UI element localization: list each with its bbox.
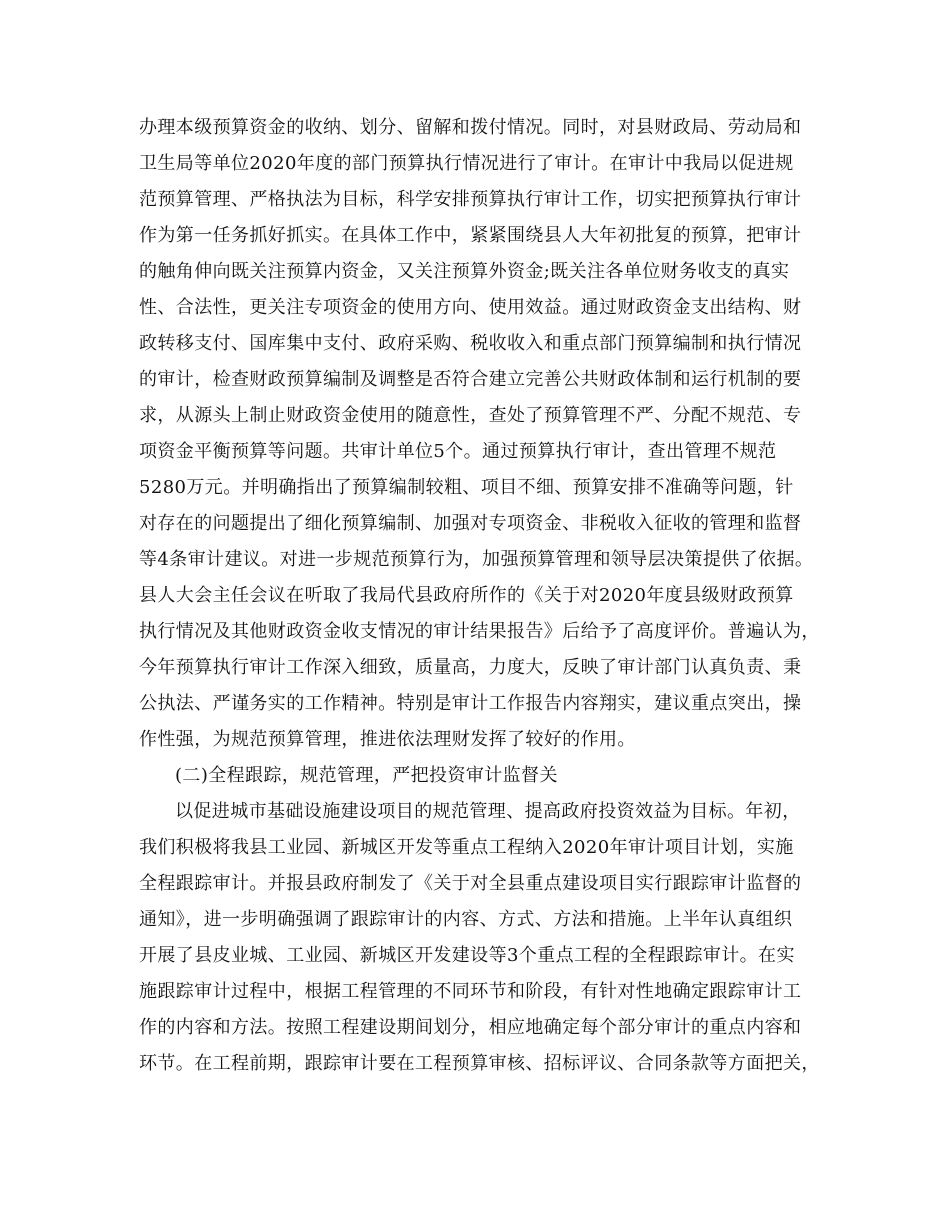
text-line: 的触角伸向既关注预算内资金，又关注预算外资金;既关注各单位财务收支的真实	[139, 261, 790, 282]
section-heading: (二)全程跟踪，规范管理，严把投资审计监督关	[175, 765, 558, 786]
text-line: 全程跟踪审计。并报县政府制发了《关于对全县重点建设项目实行跟踪审计监督的	[139, 873, 802, 894]
paragraph-start-line: 以促进城市基础设施建设项目的规范管理、提高政府投资效益为目标。年初，	[175, 801, 801, 822]
text-line: 办理本级预算资金的收纳、划分、留解和拨付情况。同时，对县财政局、劳动局和	[139, 117, 802, 138]
text-line: 作性强，为规范预算管理，推进依法理财发挥了较好的作用。	[139, 729, 636, 750]
text-line: 5280万元。并明确指出了预算编制较粗、项目不细、预算安排不准确等问题，针	[139, 477, 794, 498]
text-line: 执行情况及其他财政资金收支情况的审计结果报告》后给予了高度评价。普遍认为，	[139, 621, 820, 642]
text-line: 今年预算执行审计工作深入细致，质量高，力度大，反映了审计部门认真负责、秉	[139, 657, 802, 678]
text-line: 范预算管理、严格执法为目标，科学安排预算执行审计工作，切实把预算执行审计	[139, 189, 802, 210]
text-line: 性、合法性，更关注专项资金的使用方向、使用效益。通过财政资金支出结构、财	[139, 297, 802, 318]
text-line: 作为第一任务抓好抓实。在具体工作中，紧紧围绕县人大年初批复的预算，把审计	[139, 225, 802, 246]
text-line: 对存在的问题提出了细化预算编制、加强对专项资金、非税收入征收的管理和监督	[139, 513, 802, 534]
text-line: 卫生局等单位2020年度的部门预算执行情况进行了审计。在审计中我局以促进规	[139, 153, 794, 174]
text-line: 求，从源头上制止财政资金使用的随意性，查处了预算管理不严、分配不规范、专	[139, 405, 802, 426]
text-line: 公执法、严谨务实的工作精神。特别是审计工作报告内容翔实，建议重点突出，操	[139, 693, 802, 714]
text-line: 环节。在工程前期，跟踪审计要在工程预算审核、招标评议、合同条款等方面把关，	[139, 1053, 820, 1074]
text-line: 等4条审计建议。对进一步规范预算行为，加强预算管理和领导层决策提供了依据。	[139, 549, 814, 570]
text-line: 县人大会主任会议在听取了我局代县政府所作的《关于对2020年度县级财政预算	[139, 585, 794, 606]
text-line: 政转移支付、国库集中支付、政府采购、税收收入和重点部门预算编制和执行情况	[139, 333, 802, 354]
text-line: 我们积极将我县工业园、新城区开发等重点工程纳入2020年审计项目计划，实施	[139, 837, 794, 858]
text-line: 通知》，进一步明确强调了跟踪审计的内容、方式、方法和措施。上半年认真组织	[139, 909, 793, 930]
text-line: 作的内容和方法。按照工程建设期间划分，相应地确定每个部分审计的重点内容和	[139, 1017, 802, 1038]
text-line: 开展了县皮业城、工业园、新城区开发建设等3个重点工程的全程跟踪审计。在实	[139, 945, 795, 966]
text-line: 的审计，检查财政预算编制及调整是否符合建立完善公共财政体制和运行机制的要	[139, 369, 802, 390]
text-line: 施跟踪审计过程中，根据工程管理的不同环节和阶段，有针对性地确定跟踪审计工	[139, 981, 802, 1002]
text-line: 项资金平衡预算等问题。共审计单位5个。通过预算执行审计，查出管理不规范	[139, 441, 777, 462]
